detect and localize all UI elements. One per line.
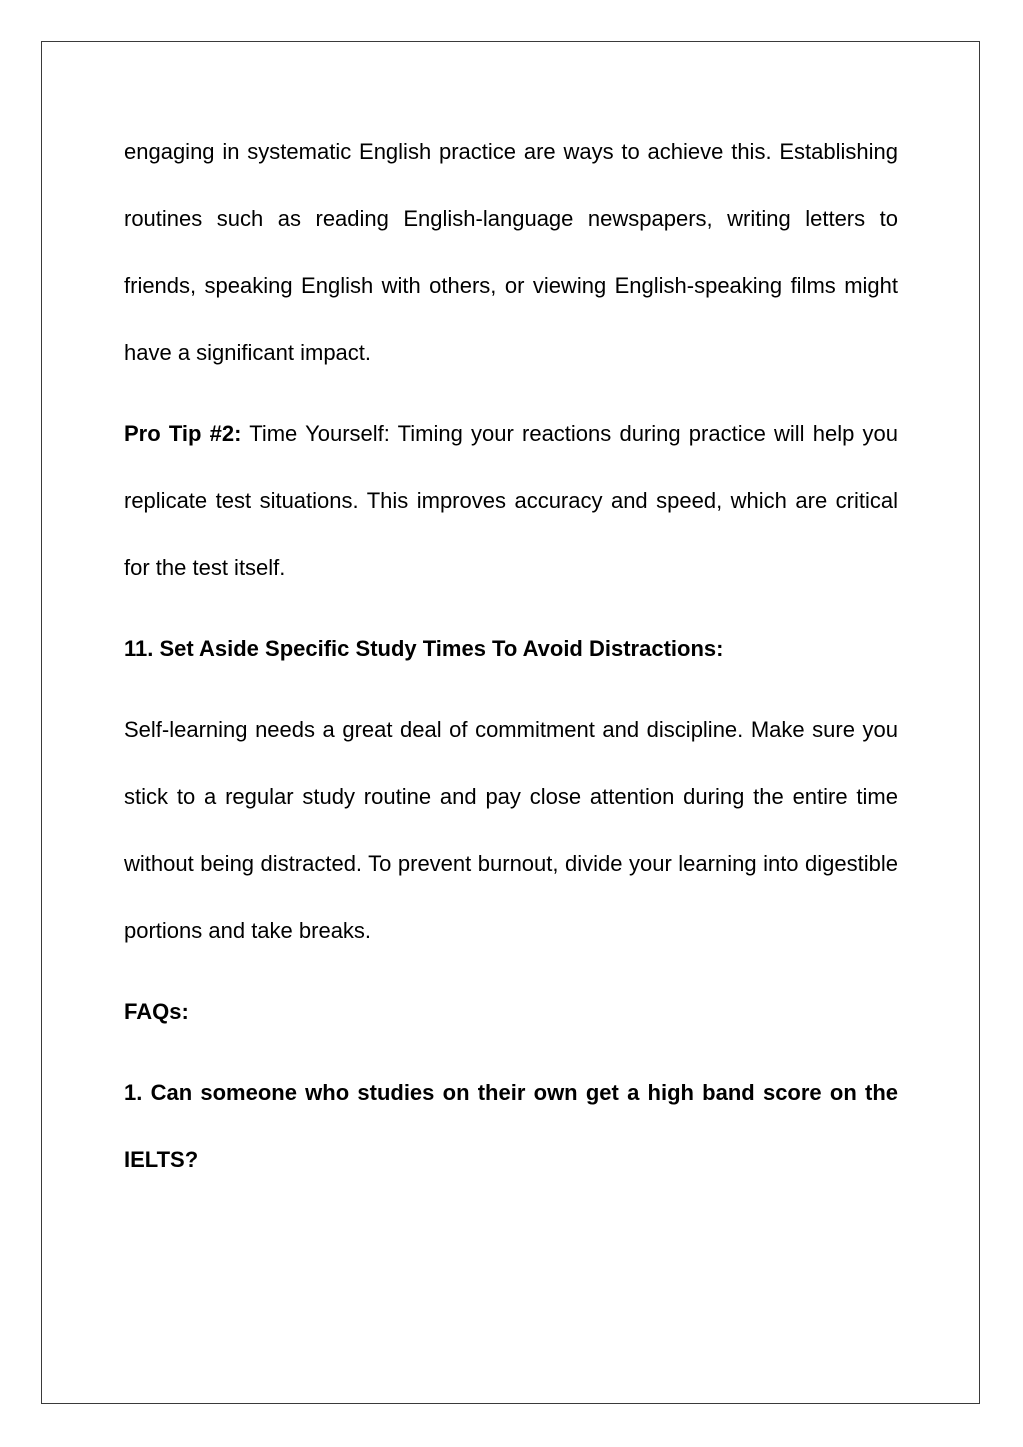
faqs-heading: FAQs: <box>124 999 189 1024</box>
document-body <box>124 118 898 1207</box>
pro-tip-label: Pro Tip #2: <box>124 421 242 446</box>
pro-tip-paragraph <box>124 400 898 601</box>
faq-1-question: 1. Can someone who studies on their own get a high band score on the IELTS? <box>124 1080 898 1172</box>
section-11-body: Self-learning needs a great deal of commitment and discipline. Make sure you stick to a regular study routine and pay close attention during the entire time without being distracted. To prevent burnout, divide your learning into digestible portions and take breaks. <box>124 717 898 943</box>
section-11-heading: 11. Set Aside Specific Study Times To Avoid Distractions: <box>124 636 724 661</box>
intro-paragraph: engaging in systematic English practice are ways to achieve this. Establishing routines such as reading English-language newspapers, writing letters to friends, speaking English with others, or viewing English-speaking films might have a significant impact. <box>124 139 898 365</box>
pro-tip-text: Time Yourself: Timing your reactions during practice will help you replicate test situations. This improves accuracy and speed, which are critical for the test itself. <box>124 421 898 580</box>
